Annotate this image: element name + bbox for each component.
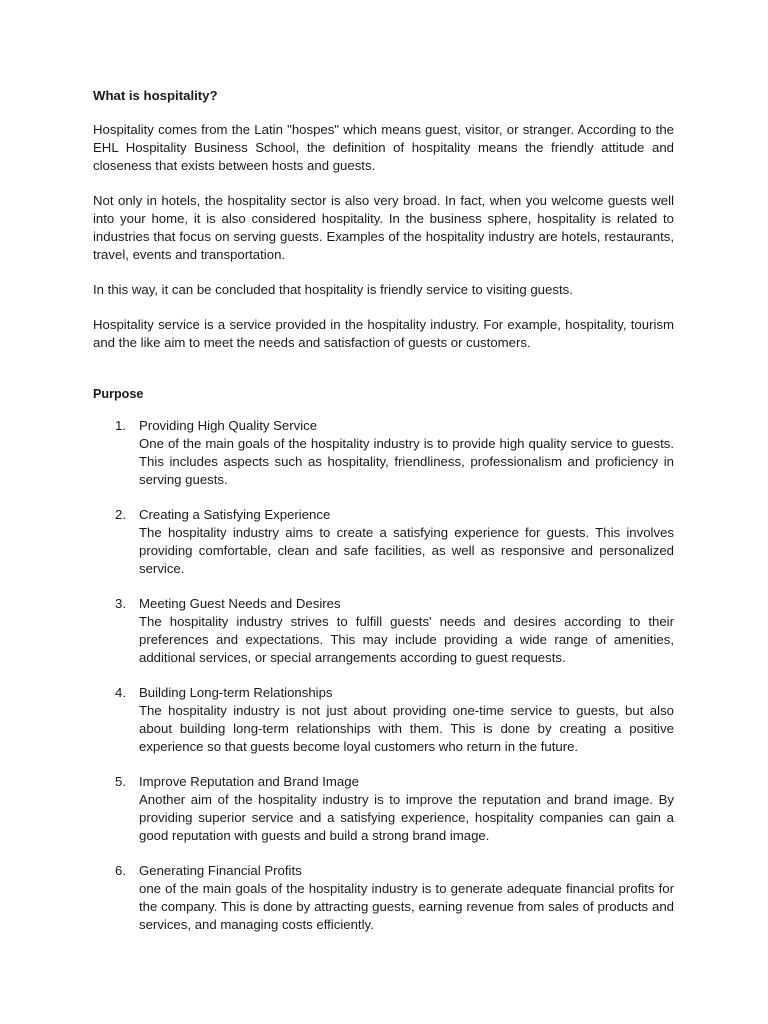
list-item xyxy=(93,506,674,578)
list-item-description: One of the main goals of the hospitality industry is to provide high quality service to guests. This includes aspects such as hospitality, friendliness, professionalism and proficiency in serving guests. xyxy=(139,436,674,487)
paragraph-sector: Not only in hotels, the hospitality sector is also very broad. In fact, when you welcome guests well into your home, it is also considered hospitality. In the business sphere, hospitality is related to industries that focus on serving guests. Examples of the hospitality industry are hotels, restaurants, travel, events and transportation. xyxy=(93,193,674,262)
list-item xyxy=(93,773,674,845)
list-item-number: 2. xyxy=(115,507,126,522)
paragraph-origin: Hospitality comes from the Latin "hospes" which means guest, visitor, or stranger. According to the EHL Hospitality Business School, the definition of hospitality means the friendly attitude and closeness that exists between hosts and guests. xyxy=(93,122,674,173)
list-item-number: 5. xyxy=(115,774,126,789)
purpose-list xyxy=(93,417,674,934)
list-item-title: Providing High Quality Service xyxy=(139,418,318,433)
list-item-description: The hospitality industry strives to fulfill guests' needs and desires according to their preferences and expectations. This may include providing a wide range of amenities, additional services, or special arrangements according to guest requests. xyxy=(139,614,674,665)
paragraph-service: Hospitality service is a service provided in the hospitality industry. For example, hospitality, tourism and the like aim to meet the needs and satisfaction of guests or customers. xyxy=(93,317,674,350)
list-item-description: The hospitality industry is not just about providing one-time service to guests, but also about building long-term relationships with them. This is done by creating a positive experience so that guests become loyal customers who return in the future. xyxy=(139,703,674,754)
list-item xyxy=(93,417,674,489)
list-item-description: one of the main goals of the hospitality industry is to generate adequate financial profits for the company. This is done by attracting guests, earning revenue from sales of products and services, and managing costs efficiently. xyxy=(139,881,674,932)
list-item-number: 6. xyxy=(115,863,126,878)
list-item-title: Improve Reputation and Brand Image xyxy=(139,774,359,789)
document-title: What is hospitality? xyxy=(93,88,218,103)
list-item xyxy=(93,862,674,934)
list-item-title: Meeting Guest Needs and Desires xyxy=(139,596,341,611)
list-item xyxy=(93,595,674,667)
list-item-title: Generating Financial Profits xyxy=(139,863,302,878)
purpose-heading: Purpose xyxy=(93,387,144,401)
list-item-number: 3. xyxy=(115,596,126,611)
list-item-description: Another aim of the hospitality industry is to improve the reputation and brand image. By providing superior service and a satisfying experience, hospitality companies can gain a good reputation with guests and build a strong brand image. xyxy=(139,792,674,843)
paragraph-conclusion: In this way, it can be concluded that hospitality is friendly service to visiting guests. xyxy=(93,282,573,297)
document-page xyxy=(93,87,674,951)
list-item-description: The hospitality industry aims to create a satisfying experience for guests. This involves providing comfortable, clean and safe facilities, as well as responsive and personalized service. xyxy=(139,525,674,576)
list-item xyxy=(93,684,674,756)
list-item-number: 1. xyxy=(115,418,126,433)
list-item-title: Creating a Satisfying Experience xyxy=(139,507,331,522)
list-item-title: Building Long-term Relationships xyxy=(139,685,333,700)
list-item-number: 4. xyxy=(115,685,126,700)
